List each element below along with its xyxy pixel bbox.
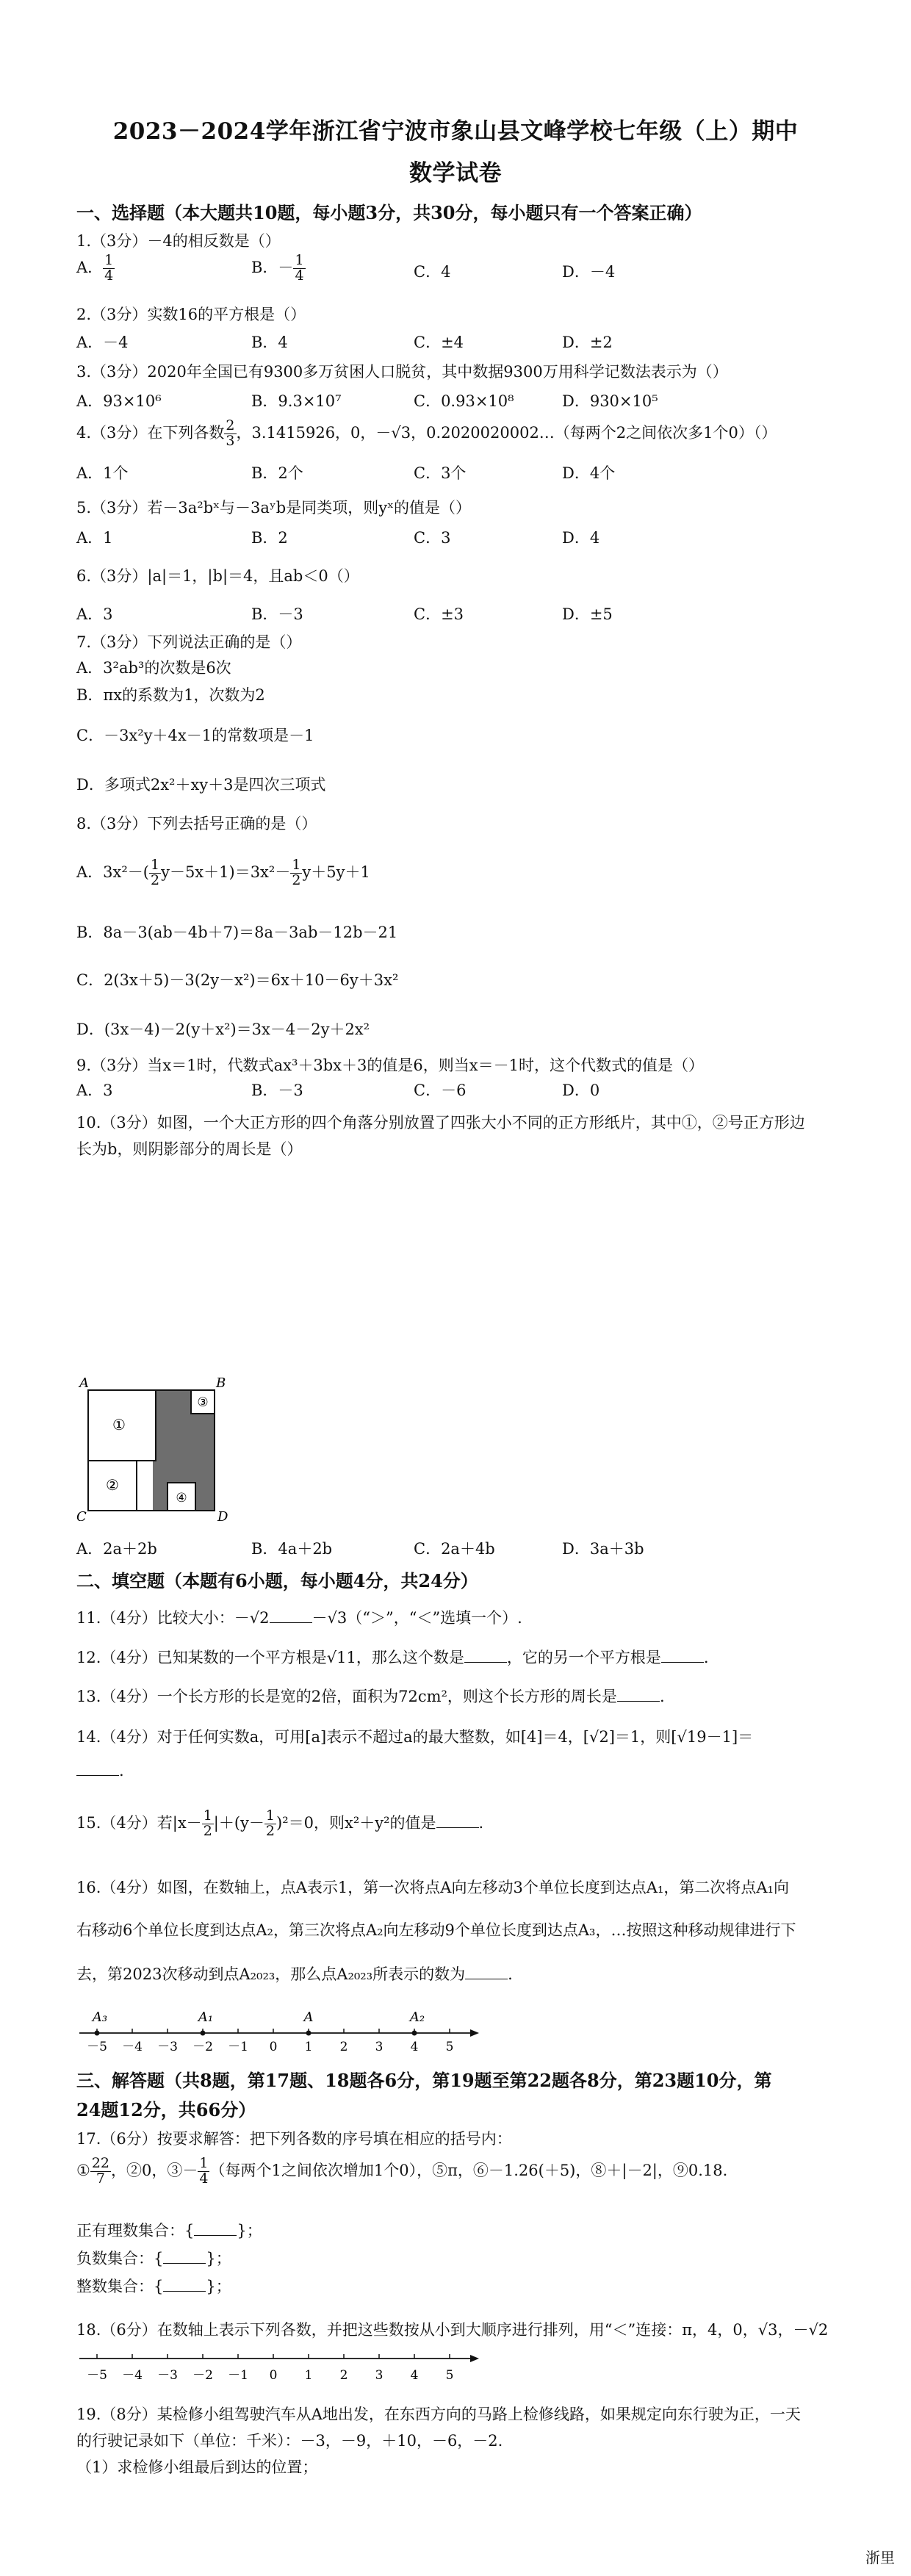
question-10-line1: 10.（3分）如图，一个大正方形的四个角落分别放置了四张大小不同的正方形纸片，其中①，②号正方形边 [76,1114,805,1132]
svg-text:－2: －2 [192,2368,213,2383]
question-2: 2.（3分）实数16的平方根是（） [76,306,306,323]
svg-text:A₃: A₃ [92,2010,108,2025]
option-a: A．3 [76,1082,113,1099]
option-d: D．3a＋3b [562,1540,644,1558]
question-4-options [76,461,840,491]
label-3: ③ [197,1395,209,1410]
option-b: B．2个 [251,464,303,482]
question-14-line1: 14.（4分）对于任何实数a，可用[a]表示不超过a的最大整数，如[4]＝4，[√2]＝1，则[√19－1]＝ [76,1728,754,1746]
question-17: 17.（6分）按要求解答：把下列各数的序号填在相应的括号内： [76,2130,512,2148]
svg-text:－4: －4 [122,2040,143,2054]
set-positive-rationals: 正有理数集合：{ }； [76,2222,262,2239]
svg-text:A₁: A₁ [198,2010,214,2025]
option-d: D．4 [562,529,600,547]
question-6-options [76,602,840,632]
axis-arrow [470,2355,479,2362]
question-16-line3: 去，第2023次移动到点A₂₀₂₃，那么点A₂₀₂₃所表示的数为 . [76,1965,513,1983]
svg-text:－2: －2 [192,2040,213,2054]
label-1: ① [112,1416,126,1433]
option-c: C．3 [414,529,451,547]
svg-text:－4: －4 [122,2368,143,2383]
option-a: A． $\frac{1}{4}$ [76,252,114,284]
question-5-options [76,526,840,555]
question-8-option-b: B．8a－3(ab－4b＋7)＝8a－3ab－12b－21 [76,924,398,941]
exam-title-line2: 数学试卷 [409,160,502,187]
option-b: B．4a＋2b [251,1540,333,1558]
svg-text:4: 4 [410,2368,419,2383]
section3-heading-line2: 24题12分，共66分） [76,2099,256,2120]
option-c: C．－6 [414,1082,467,1099]
option-b: B．－3 [251,1082,303,1099]
svg-text:2: 2 [339,2040,348,2054]
option-c: C．0.93×10⁸ [414,392,514,410]
answer-blank [163,2250,206,2264]
label-4: ④ [176,1491,187,1505]
option-a: A．1个 [76,464,129,482]
option-b: B．4 [251,334,288,351]
tick-labels [87,2040,453,2054]
question-1-options [76,253,840,283]
answer-blank [465,1965,508,1979]
footer-text: 浙里 [865,2549,895,2566]
question-8-option-a: A．3x²－( $\frac{1}{2}$ y－5x＋1)＝3x²－ $\frac{1}{2}$ y＋5y＋1 [76,857,370,888]
answer-blank [194,2222,237,2236]
exam-title-line1: 2023－2024学年浙江省宁波市象山县文峰学校七年级（上）期中 [112,118,799,145]
svg-text:－3: －3 [157,2040,178,2054]
svg-text:3: 3 [375,2368,384,2383]
option-c: C．±4 [414,334,464,351]
svg-text:1: 1 [304,2040,313,2054]
question-10-options [76,1537,840,1566]
squares-figure [73,1374,250,1521]
svg-text:0: 0 [269,2368,278,2383]
svg-text:5: 5 [445,2040,454,2054]
section2-heading: 二、填空题（本题有6小题，每小题4分，共24分） [76,1570,478,1591]
question-8-option-c: C．2(3x＋5)－3(2y－x²)＝6x＋10－6y＋3x² [76,971,399,989]
point-labels [91,2010,425,2025]
option-a: A．－4 [76,334,129,351]
question-18: 18.（6分）在数轴上表示下列各数，并把这些数按从小到大顺序进行排列，用“＜”连接：π，4，0，√3，－√2 [76,2321,829,2339]
option-d: D．4个 [562,464,616,482]
option-d: D．±5 [562,605,613,623]
tick-labels [87,2368,453,2383]
svg-text:－1: －1 [228,2368,248,2383]
svg-text:－1: －1 [228,2040,248,2054]
answer-blank [436,1814,479,1828]
answer-blank [163,2278,206,2292]
answer-blank [76,1762,119,1776]
option-d: D．0 [562,1082,600,1099]
question-13: 13.（4分）一个长方形的长是宽的2倍，面积为72cm²，则这个长方形的周长是 . [76,1688,665,1705]
question-15: 15.（4分）若|x－ $\frac{1}{2}$ |＋(y－ $\frac{1}{2}$ )²＝0，则x²＋y²的值是 . [76,1807,484,1839]
svg-text:A: A [303,2010,314,2025]
question-16-line1: 16.（4分）如图，在数轴上，点A表示1，第一次将点A向左移动3个单位长度到达点A₁，第二次将点A₁向 [76,1879,789,1896]
vertex-C: C [76,1509,87,1521]
question-7-option-a: A．3²ab³的次数是6次 [76,659,231,677]
answer-blank [661,1649,704,1663]
label-2: ② [106,1476,119,1494]
question-11: 11.（4分）比较大小：－√2 －√3（“＞”，“＜”选填一个）. [76,1609,522,1627]
option-c: C．±3 [414,605,464,623]
question-4: 4.（3分）在下列各数 $\frac{2}{3}$ ，3.1415926，0，－√3，0.2020020002…（每两个2之间依次多1个0）（） [76,417,777,449]
svg-text:0: 0 [269,2040,278,2054]
question-14-line2: . [76,1762,124,1780]
option-c: C．4 [414,263,451,281]
question-7-option-c: C．－3x²y＋4x－1的常数项是－1 [76,727,314,744]
option-b: B．－3 [251,605,303,623]
answer-blank [617,1688,660,1702]
svg-text:－3: －3 [157,2368,178,2383]
question-6: 6.（3分）|a|＝1，|b|＝4，且ab＜0（） [76,567,359,585]
question-9-options [76,1079,840,1108]
number-line-q16 [73,2002,485,2061]
option-a: A．3 [76,605,113,623]
question-8-option-d: D．(3x－4)－2(y＋x²)＝3x－4－2y＋2x² [76,1021,370,1038]
svg-text:A₂: A₂ [409,2010,425,2025]
point-A3 [95,2031,100,2036]
svg-text:2: 2 [339,2368,348,2383]
option-d: D．±2 [562,334,613,351]
option-c: C．3个 [414,464,467,482]
question-9: 9.（3分）当x＝1时，代数式ax³＋3bx＋3的值是6，则当x＝－1时，这个代数式的值是（） [76,1057,704,1074]
question-10-line2: 长为b，则阴影部分的周长是（） [76,1140,303,1158]
svg-text:5: 5 [445,2368,454,2383]
question-19-part1: （1）求检修小组最后到达的位置； [76,2458,318,2476]
vertex-A: A [79,1375,89,1391]
option-a: A．2a＋2b [76,1540,157,1558]
question-1: 1.（3分）－4的相反数是（） [76,232,281,250]
question-19-line2: 的行驶记录如下（单位：千米）：－3，－9，＋10，－6，－2. [76,2432,503,2450]
section1-heading: 一、选择题（本大题共10题，每小题3分，共30分，每小题只有一个答案正确） [76,202,702,223]
question-12: 12.（4分）已知某数的一个平方根是√11，那么这个数是 ，它的另一个平方根是 . [76,1649,709,1666]
option-d: D．930×10⁵ [562,392,658,410]
option-d: D．－4 [562,263,616,281]
question-7: 7.（3分）下列说法正确的是（） [76,633,302,651]
option-b: B．2 [251,529,288,547]
question-19-line1: 19.（8分）某检修小组驾驶汽车从A地出发，在东西方向的马路上检修线路，如果规定向东行驶为正，一天 [76,2406,801,2423]
point-A [306,2031,312,2036]
section3-heading-line1: 三、解答题（共8题，第17题、18题各6分，第19题至第22题各8分，第23题10分，第 [76,2070,772,2091]
question-3: 3.（3分）2020年全国已有9300多万贫困人口脱贫，其中数据9300万用科学记数法表示为（） [76,363,728,381]
answer-blank [270,1609,312,1623]
question-5: 5.（3分）若－3a²bˣ与－3aʸb是同类项，则yˣ的值是（） [76,499,472,517]
svg-text:－5: －5 [87,2040,107,2054]
svg-text:3: 3 [375,2040,384,2054]
question-7-option-b: B．πx的系数为1，次数为2 [76,686,265,704]
answer-blank [464,1649,507,1663]
option-a: A．1 [76,529,113,547]
option-a: A．93×10⁶ [76,392,162,410]
question-3-options [76,389,840,419]
point-A2 [412,2031,417,2036]
option-c: C．2a＋4b [414,1540,495,1558]
svg-text:4: 4 [410,2040,419,2054]
question-16-line2: 右移动6个单位长度到达点A₂，第三次将点A₂向左移动9个单位长度到达点A₃，…按照这种移动规律进行下 [76,1921,796,1939]
point-A1 [201,2031,206,2036]
set-integers: 整数集合：{ }； [76,2278,231,2295]
question-17-numbers: ① $\frac{22}{7}$ ，②0，③－ $\frac{1}{4}$ （每两个1之间依次增加1个0），⑤π，⑥－1.26(＋5)，⑧＋|－2|，⑨0.18. [76,2155,728,2187]
svg-text:1: 1 [304,2368,313,2383]
option-b: B．－ $\frac{1}{4}$ [251,252,304,284]
question-7-option-d: D．多项式2x²＋xy＋3是四次三项式 [76,776,326,794]
question-8: 8.（3分）下列去括号正确的是（） [76,815,317,832]
option-b: B．9.3×10⁷ [251,392,342,410]
set-negatives: 负数集合：{ }； [76,2250,231,2267]
axis-arrow [470,2029,479,2037]
vertex-B: B [216,1375,226,1391]
vertex-D: D [217,1509,228,1521]
svg-text:－5: －5 [87,2368,107,2383]
number-line-q18 [73,2344,485,2395]
question-2-options [76,331,840,360]
